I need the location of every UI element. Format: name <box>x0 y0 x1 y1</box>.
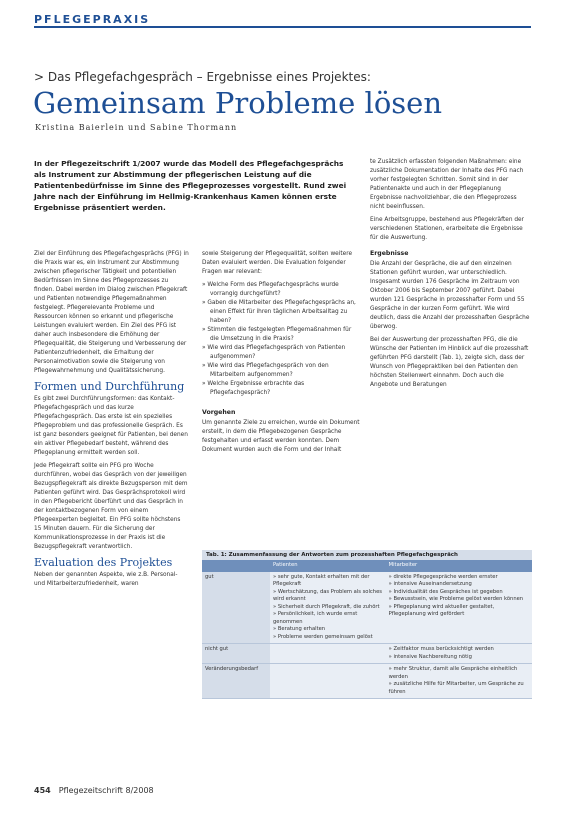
paragraph: Bei der Auswertung der prozesshaften PFG, die die Wünsche der Patienten im Hinblick auf die prozesshaft geführten PFG darstellt (Tab. 1), zeigte sich, dass der Wunsch von Pflegepraktiken bei den Patienten den höchsten Stellenwert einnahm. Doch auch die Angebote und Beratungen <box>370 337 529 388</box>
list-item: » Gaben die Mitarbeiter des Pflegefachgesprächs an, einen Effekt für ihren täglichen Arbeitsalltag zu haben? <box>202 300 356 324</box>
cell-item: » Zeitfaktor muss berücksichtigt werden <box>388 646 494 652</box>
row-label: Veränderungsbedarf <box>202 664 270 699</box>
table-row <box>202 572 532 644</box>
cell-item: » Beratung erhalten <box>273 626 326 632</box>
cell-item: » Wertschätzung, das Problem als solches wird erkannt <box>273 588 382 602</box>
cell-item: » Pflegeplanung wird aktueller gestaltet, Pflegeplanung wird gefördert <box>388 603 495 617</box>
row-label: nicht gut <box>202 644 270 664</box>
list-item: » Welche Ergebnisse erbrachte das Pflegefachgespräch? <box>202 381 305 396</box>
table-row <box>202 644 532 664</box>
table-row <box>202 664 532 699</box>
table-caption: Tab. 1: Zusammenfassung der Antworten zum prozesshaften Pflegefachgespräch <box>202 550 532 560</box>
cell-item: » intensive Nachbereitung nötig <box>388 653 472 660</box>
staff-cell <box>386 664 532 699</box>
patients-cell <box>270 644 386 664</box>
section-header-bar <box>34 8 531 28</box>
paragraph: Die Anzahl der Gespräche, die auf den einzelnen Stationen geführt wurden, war unterschiedlich. Insgesamt wurden 176 Gespräche im Zeitraum von Oktober 2006 bis September 2007 geführt. Dabei wurden 121 Gespräche in prozesshafter Form und 55 Gespräche in der kurzen Form geführt. Wie wird deutlich, dass die Anzahl der prozesshaften Gespräche überwog. <box>370 261 530 330</box>
patients-cell <box>270 572 386 644</box>
page-footer <box>34 786 154 795</box>
paragraph: Jede Pflegekraft sollte ein PFG pro Woche durchführen, wobei das Gespräch von der jeweiligen Bezugspflegekraft als direkte Bezugsperson mit dem Patienten geführt wird. Das Gesprächsprotokoll wird in den Pflegebericht überführt und das Gespräch in der kontaktbezogenen Form von einem Pflegeexperten begleitet. Ein PFG sollte höchstens 15 Minuten dauern. Für die Sicherung der Kommunikationsprozesse in der Praxis ist die Bezugspflegekraft verantwortlich. <box>34 463 188 550</box>
staff-cell <box>386 572 532 644</box>
staff-cell <box>386 644 532 664</box>
cell-item: » Sicherheit durch Pflegekraft, die zuhört <box>273 603 380 610</box>
article-title: Gemeinsam Probleme lösen <box>33 86 443 120</box>
subheading-forms: Formen und Durchführung <box>34 380 185 393</box>
cell-item: » Persönlichkeit, ich wurde ernst genommen <box>273 611 358 625</box>
cell-item: » Bewusstsein, wie Probleme gelöst werden können <box>388 596 524 602</box>
list-item: » Welche Form des Pflegefachgesprächs wurde vorrangig durchgeführt? <box>202 282 339 297</box>
paragraph: te Zusätzlich erfassten folgenden Maßnahmen: eine zusätzliche Dokumentation der Inhalte des PFG nach vorher festgelegten Schritten. Somit sind in der Patientenakte und auch in der Pflegeplanung Ergebnisse nachvollziehbar, die den Pflegeprozess nicht beeinflussen. <box>370 159 524 210</box>
column-2 <box>202 250 360 459</box>
paragraph: Eine Arbeitsgruppe, bestehend aus Pflegekräften der verschiedenen Stationen, erarbeitete die Ergebnisse für die Auswertung. <box>370 217 525 241</box>
table-header: Mitarbeiter <box>386 560 532 572</box>
table-header <box>202 560 270 572</box>
cell-item: » Probleme werden gemeinsam gelöst <box>273 633 373 640</box>
subheading-results: Ergebnisse <box>370 250 409 257</box>
row-label: gut <box>202 572 270 644</box>
subheading-method: Vorgehen <box>202 409 236 416</box>
cell-item: » intensive Auseinandersetzung <box>388 581 472 587</box>
paragraph: Ziel der Einführung des Pflegefachgesprächs (PFG) in die Praxis war es, ein Instrument zur Abstimmung zwischen pflegerischer Tätigkeit und potentiellen Bedürfnissen im Sinne des Pflegeprozesses zu finden. Dabei werden im Dialog zwischen Pflegekraft und Patienten notwendige Pflegemaßnahmen festgelegt. Pflegerelevante Probleme und Ressourcen können so erkannt und pflegerische Leistungen evaluiert werden. Ein Ziel des PFG ist daher auch insbesondere die Erhöhung der Pflegequalität, die Steigerung und Verbesserung der Patientenzufriedenheit, die Erhaltung der Personalmotivation sowie die Steigerung von Pflegewahrnehmung und Qualitätssicherung. <box>34 251 189 374</box>
list-item: » Wie wird das Pflegefachgespräch von den Mitarbeitern aufgenommen? <box>202 363 329 378</box>
table-header-row <box>202 560 532 572</box>
question-list <box>202 281 360 398</box>
page-number: 454 <box>34 786 51 795</box>
cell-item: » Individualität des Gespräches ist gegeben <box>388 588 503 595</box>
section-label: PFLEGEPRAXIS <box>34 13 151 26</box>
list-item: » Stimmten die festgelegten Pflegemaßnahmen für die Umsetzung in die Praxis? <box>202 327 352 342</box>
paragraph: sowie Steigerung der Pflegequalität, sollten weitere Daten evaluiert werden. Die Evaluation folgender Fragen war relevant: <box>202 251 353 275</box>
column-1 <box>34 250 189 593</box>
cell-item: » direkte Pflegegespräche werden ernster <box>388 573 498 580</box>
paragraph: Es gibt zwei Durchführungsformen: das Kontakt-Pflegefachgespräch und das kurze Pflegefachgespräch. Das erste ist ein spezielles Pflegeproblem und das professionelle Gespräch. Es ist ganz besonders geeignet für Patienten, bei denen ein aktiver Pflegebedarf besteht, während des Pflegeplanung ermittelt werden soll. <box>34 396 188 456</box>
subheading-evaluation: Evaluation des Projektes <box>34 556 173 569</box>
cell-item: » zusätzliche Hilfe für Mitarbeiter, um Gespräche zu führen <box>388 681 524 695</box>
article-authors: Kristina Baierlein und Sabine Thormann <box>35 123 238 132</box>
cell-item: » sehr gute, Kontakt erhalten mit der Pflegekraft <box>273 573 370 587</box>
article-kicker: > Das Pflegefachgespräch – Ergebnisse eines Projektes: <box>34 70 371 84</box>
list-item: » Wie wird das Pflegefachgespräch von Patienten aufgenommen? <box>202 345 346 360</box>
cell-item: » mehr Struktur, damit alle Gespräche einheitlich werden <box>388 666 518 680</box>
results-table <box>202 550 532 699</box>
paragraph: Um genannte Ziele zu erreichen, wurde ein Dokument erstellt, in dem die Pflegebezogenen Gespräche festgehalten und erfasst werden konnten. Dem Dokument wurden auch die Form und der Inhalt <box>202 420 360 453</box>
table <box>202 560 532 699</box>
patients-cell <box>270 664 386 699</box>
publication-name: Pflegezeitschrift 8/2008 <box>58 786 154 795</box>
column-3 <box>370 158 532 394</box>
lead-paragraph: In der Pflegezeitschrift 1/2007 wurde das Modell des Pflegefachgesprächs als Instrument zur Abstimmung der pflegerischen Leistung auf die Patientenbedürfnisse im Sinne des Pflegeprozesses vorgestellt. Rund zwei Jahre nach der Einführung im Hellmig-Krankenhaus Kamen können erste Ergebnisse präsentiert werden. <box>34 159 347 212</box>
paragraph: Neben der genannten Aspekte, wie z.B. Personal- und Mitarbeiterzufriedenheit, waren <box>34 572 178 587</box>
table-header: Patienten <box>270 560 386 572</box>
